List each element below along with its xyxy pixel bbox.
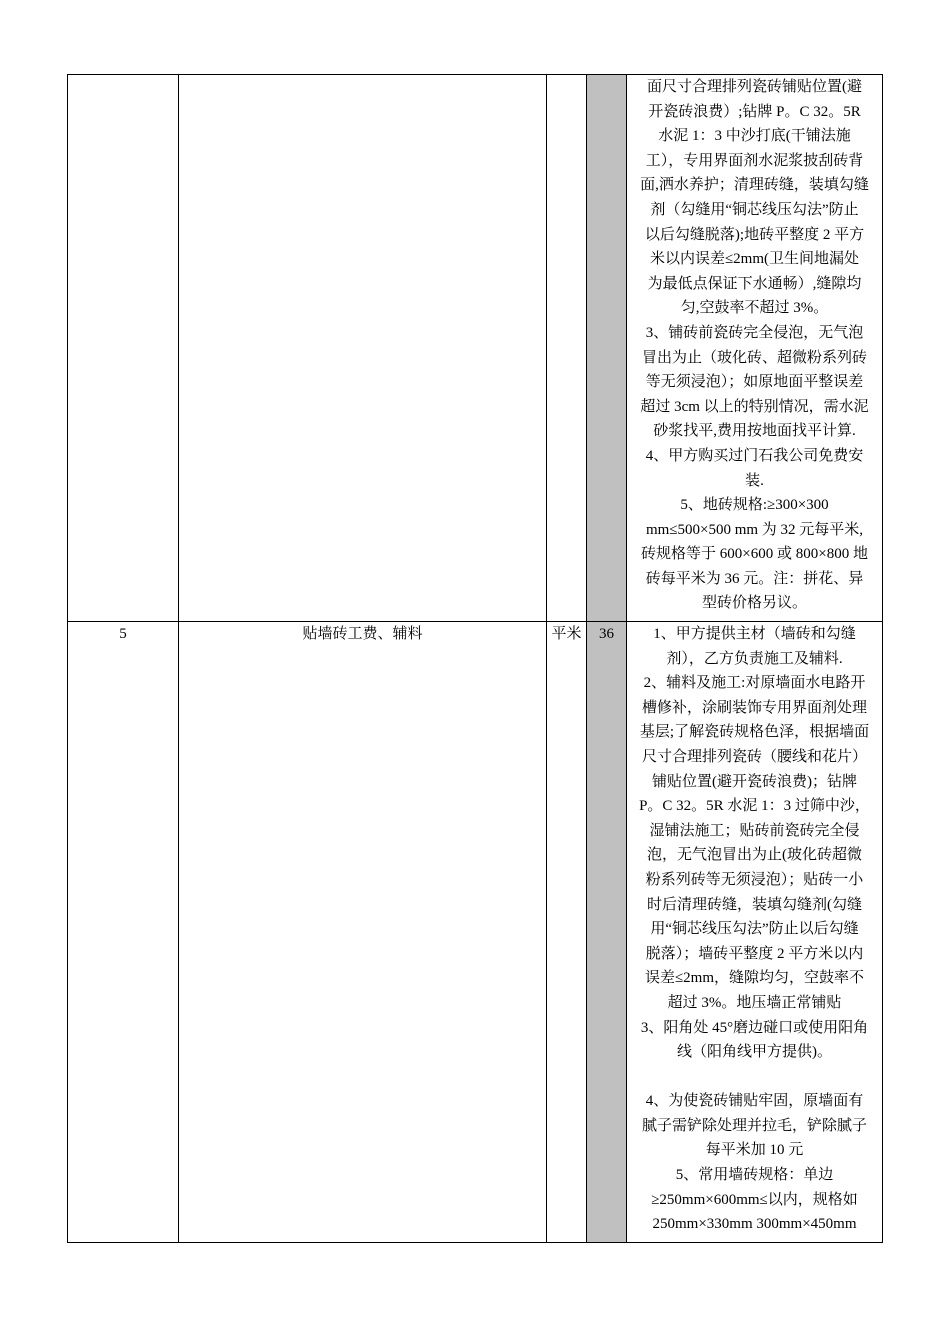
description-line: 尺寸合理排列瓷砖（腰线和花片） (641, 748, 867, 765)
description-line: 冒出为止（玻化砖、超微粉系列砖 (641, 349, 867, 366)
description-line: 等无须浸泡）；如原地面平整误差 (645, 374, 864, 391)
unit-cell (547, 75, 587, 622)
description-line: 砖规格等于 600×600 或 800×800 地 (641, 546, 868, 563)
quote-table (67, 74, 883, 1243)
description-line: 型砖价格另议。 (701, 595, 807, 612)
description-line: 时后清理砖缝，装填勾缝剂(勾缝 (647, 896, 862, 913)
description-line: 3、铺砖前瓷砖完全侵泡，无气泡 (645, 324, 864, 341)
description-line: 每平米加 10 元 (705, 1142, 804, 1159)
description-line: 铺贴位置(避开瓷砖浪费)；钻牌 (652, 773, 857, 790)
description-line: ≥250mm×600mm≤以内，规格如 (651, 1191, 858, 1208)
description-line: 米以内误差≤2mm(卫生间地漏处 (649, 251, 860, 268)
description-line: 面尺寸合理排列瓷砖铺贴位置(避 (647, 79, 862, 95)
description-line: 槽修补，涂刷装饰专用界面剂处理 (641, 699, 867, 716)
description-line: 装. (745, 472, 764, 489)
description-line: 匀,空鼓率不超过 3%。 (680, 300, 829, 317)
quantity-cell: 36 (587, 622, 627, 1243)
description-line: 工），专用界面剂水泥浆披刮砖背 (645, 152, 864, 169)
description-line: 3、阳角处 45°磨边碰口或使用阳角 (640, 1019, 869, 1036)
description-line: 5、常用墙砖规格：单边 (675, 1167, 834, 1184)
description-line: 基层;了解瓷砖规格色泽，根据墙面 (639, 724, 870, 741)
description-line: 脱落）；墙砖平整度 2 平方米以内 (645, 945, 864, 962)
item-number-cell (68, 75, 179, 622)
description-line: 水泥 1：3 中沙打底(干铺法施 (658, 128, 851, 145)
description-line: 250mm×330mm 300mm×450mm (652, 1216, 857, 1233)
description-line: 剂（勾缝用“铜芯线压勾法”防止 (650, 201, 859, 218)
description-line: 开瓷砖浪费）;钻牌 P。C 32。5R (648, 103, 861, 120)
blank-line (627, 1065, 882, 1090)
description-line: 用“铜芯线压勾法”防止以后勾缝 (650, 921, 859, 938)
item-name-cell: 贴墙砖工费、辅料 (179, 622, 547, 1243)
table-row (68, 622, 883, 1243)
description-line: 1、甲方提供主材（墙砖和勾缝 (653, 626, 856, 642)
description-line: 砂浆找平,费用按地面找平计算. (653, 423, 856, 440)
item-number-cell: 5 (68, 622, 179, 1243)
description-line: 腻子需铲除处理并拉毛，铲除腻子 (641, 1117, 867, 1134)
description-line: 线（阳角线甲方提供)。 (677, 1044, 832, 1061)
description-line: 超过 3%。地压墙正常铺贴 (667, 994, 842, 1011)
description-line: 砖每平米为 36 元。注：拼花、异 (645, 570, 864, 587)
description-line: 以后勾缝脱落);地砖平整度 2 平方 (644, 226, 865, 243)
description-line: 4、为使瓷砖铺贴牢固，原墙面有 (645, 1093, 864, 1110)
description-line: 4、甲方购买过门石我公司免费安 (645, 447, 864, 464)
description-line: mm≤500×500 mm 为 32 元每平米, (645, 521, 864, 538)
item-name-cell (179, 75, 547, 622)
table-row (68, 75, 883, 622)
description-line: 泡，无气泡冒出为止(玻化砖超微 (647, 847, 862, 864)
description-line: 湿铺法施工；贴砖前瓷砖完全侵 (649, 822, 860, 839)
quantity-cell (587, 75, 627, 622)
description-line: 超过 3cm 以上的特别情况，需水泥 (640, 398, 869, 415)
description-cell (627, 75, 883, 622)
description-line: 剂），乙方负责施工及辅料. (666, 650, 843, 667)
description-line: 面,洒水养护；清理砖缝，装填勾缝 (640, 177, 869, 194)
description-line: P。C 32。5R 水泥 1：3 过筛中沙， (639, 798, 870, 815)
description-line: 粉系列砖等无须浸泡）；贴砖一小 (645, 871, 864, 888)
description-line: 2、辅料及施工:对原墙面水电路开 (643, 675, 866, 692)
unit-cell: 平米 (547, 622, 587, 1243)
description-line: 为最低点保证下水通畅）,缝隙均 (647, 275, 862, 292)
description-line: 误差≤2mm，缝隙均匀，空鼓率不 (644, 970, 865, 987)
description-line: 5、地砖规格:≥300×300 (680, 497, 829, 514)
description-cell (627, 622, 883, 1243)
